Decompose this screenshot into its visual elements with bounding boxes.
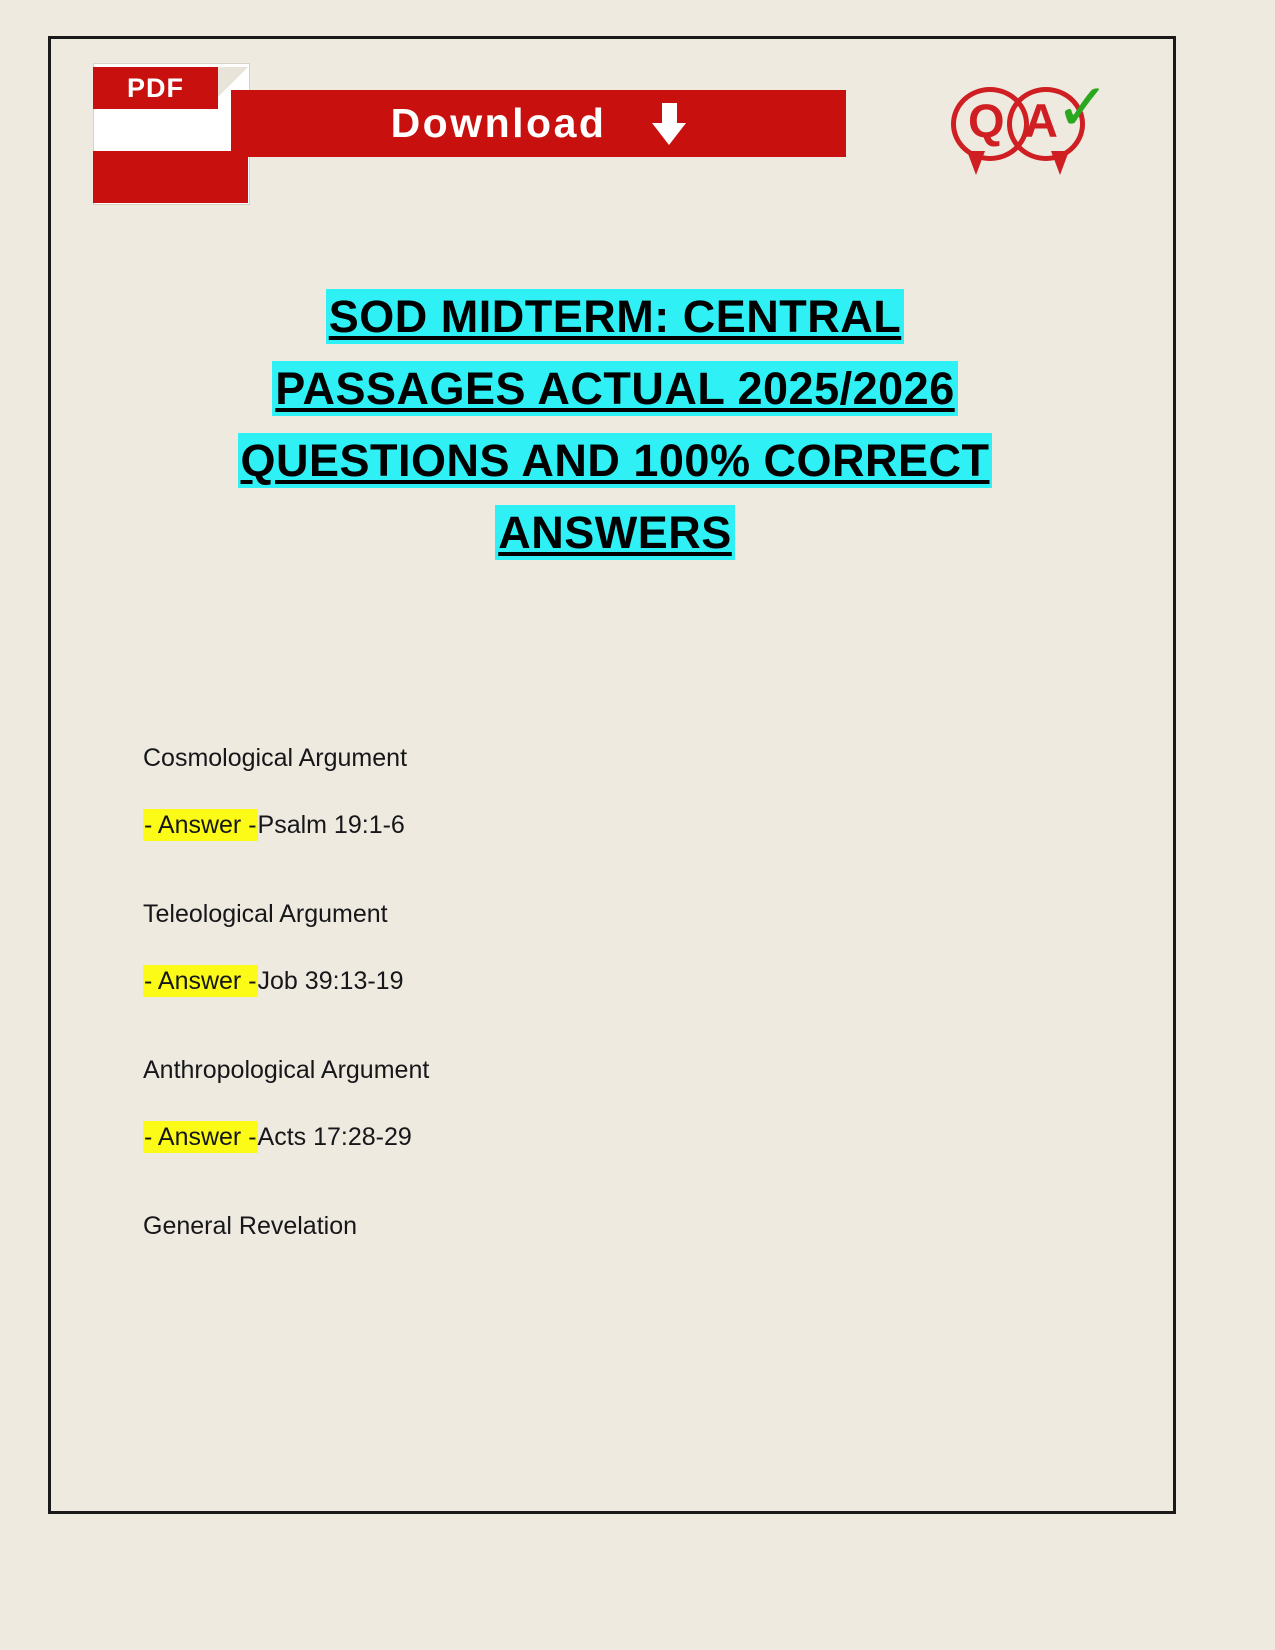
answer-text: Job 39:13-19: [257, 967, 404, 995]
qa-item: [143, 900, 1103, 996]
qa-list: [143, 744, 1103, 1279]
answer-line: [143, 1123, 1103, 1152]
download-button-label: Download: [390, 100, 607, 146]
title-line-2: [111, 362, 1119, 414]
answer-marker: - Answer -: [144, 1123, 257, 1151]
answer-marker: - Answer -: [144, 967, 257, 995]
page-title: [111, 291, 1119, 582]
qa-item: [143, 1056, 1103, 1152]
question-text: Anthropological Argument: [143, 1056, 430, 1084]
qa-logo-a-letter: A: [1024, 94, 1058, 147]
green-check-icon: ✓: [1055, 69, 1111, 146]
question-text: Teleological Argument: [143, 900, 388, 928]
pdf-file-icon: [93, 63, 248, 203]
answer-line: [143, 811, 1103, 840]
pdf-icon-label: PDF: [127, 73, 184, 103]
answer-marker: - Answer -: [144, 811, 257, 839]
qa-logo-q-letter: Q: [968, 94, 1005, 147]
answer-text: Psalm 19:1-6: [257, 811, 405, 839]
title-line-1: [111, 291, 1119, 342]
qa-bubble-right-tail-icon: [1051, 151, 1069, 175]
title-line-1-text: SOD MIDTERM: CENTRAL: [326, 289, 904, 344]
answer-text: Acts 17:28-29: [257, 1123, 412, 1151]
title-line-2-text: PASSAGES ACTUAL 2025/2026: [272, 361, 957, 416]
document-header: [51, 39, 1173, 214]
title-line-3-text: QUESTIONS AND 100% CORRECT: [238, 433, 993, 488]
question-text: General Revelation: [143, 1212, 358, 1240]
question-text: Cosmological Argument: [143, 744, 408, 772]
download-arrow-icon: [652, 103, 686, 145]
pdf-icon-bottom-bar: [93, 151, 248, 203]
qa-logo: [951, 69, 1111, 189]
qa-item-trailing: [143, 1212, 1103, 1241]
download-button[interactable]: [231, 90, 846, 157]
document-page: [48, 36, 1176, 1514]
title-line-4: [111, 506, 1119, 558]
qa-bubble-left-tail-icon: [967, 151, 985, 175]
title-line-3: [111, 434, 1119, 486]
qa-item: [143, 744, 1103, 840]
answer-line: [143, 967, 1103, 996]
title-line-4-text: ANSWERS: [495, 505, 735, 560]
